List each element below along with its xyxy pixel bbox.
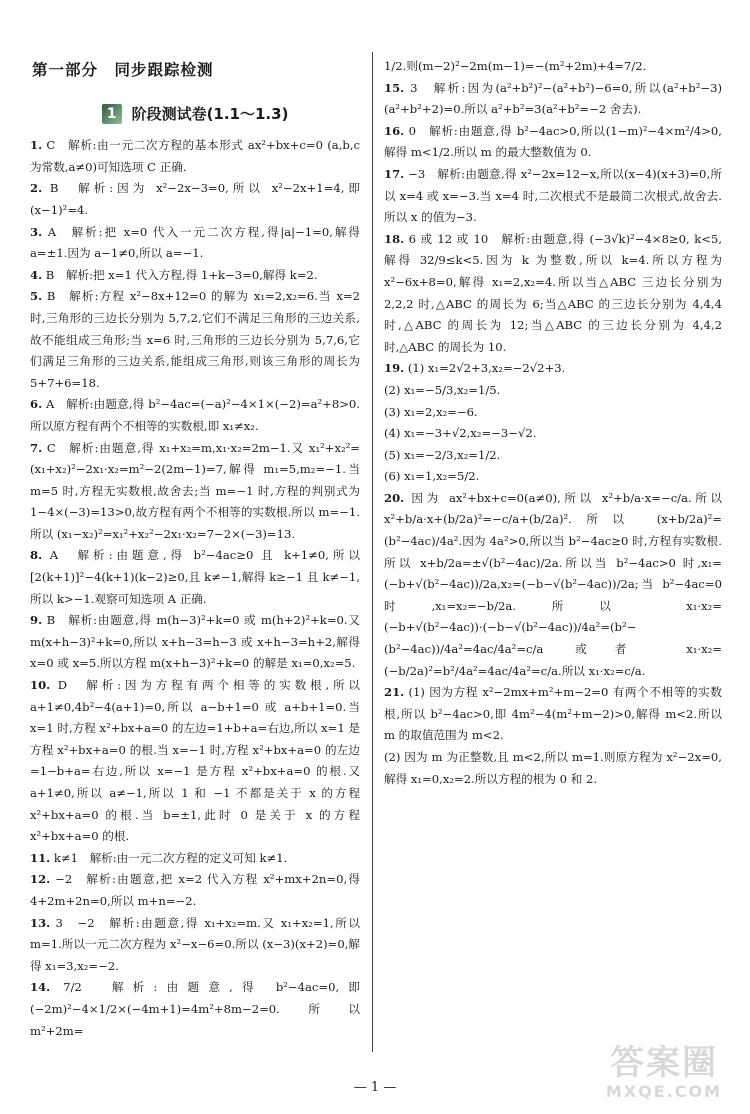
answer-text: B 解析:由题意,得 m(h−3)²+k=0 或 m(h+2)²+k=0.又 m(x+h−3)²+k=0,所以 x+h−3=h−3 或 x+h−3=h+2,解得 x=0 或 x=5.所以方程 m(x+h−3)²+k=0 的解是 x₁=0,x₂=5. <box>30 613 360 671</box>
answer-text: D 解析:因为方程有两个相等的实数根,所以 a+1≠0,4b²−4(a+1)=0,所以 a−b+1=0 或 a+b+1=0.当 x=1 时,方程 x²+bx+a=0 的左边=1+b+a=右边,所以 x=1 是方程 x²+bx+a=0 的根.当 x=−1 时,方程 x²+bx+a=0 的左边=1−b+a=右边,所以 x=−1 是方程 x²+bx+a=0 的根.又 a+1≠0,所以 a≠−1,所以 1 和 −1 不都是关于 x 的方程 x²+bx+a=0 的根.当 b=±1,此时 0 是关于 x 的方程 x²+bx+a=0 的根. <box>30 678 361 844</box>
answer-item <box>30 545 360 610</box>
answer-number: 7. <box>30 440 43 455</box>
answer-text: (2) 因为 m 为正整数,且 m<2,所以 m=1.则原方程为 x²−2x=0,解得 x₁=0,x₂=2.所以方程的根为 0 和 2. <box>384 750 722 786</box>
answer-text: A 解析:由题意,得 b²−4ac=(−a)²−4×1×(−2)=a²+8>0.所以原方程有两个不相等的实数根,即 x₁≠x₂. <box>30 397 360 433</box>
answer-item <box>384 488 722 682</box>
answer-number: 11. <box>30 850 51 865</box>
answer-number: 8. <box>30 548 43 563</box>
answer-number: 18. <box>384 231 405 246</box>
answer-number: 17. <box>384 166 405 181</box>
answer-list-left <box>30 135 360 1042</box>
answer-text: A 解析:由题意,得 b²−4ac≥0 且 k+1≠0,所以[2(k+1)]²−4(k+1)(k−2)≥0,且 k≠−1,解得 k≥−1 且 k≠−1,所以 k>−1.观察可知选项 A 正确. <box>30 548 360 606</box>
section-title: 阶段测试卷(1.1～1.3) <box>131 104 289 123</box>
answer-text: 6 或 12 或 10 解析:由题意,得 (−3√k)²−4×8≥0, k<5, 解得 32/9≤k<5.因为 k 为整数,所以 k=4.所以方程为 x²−6x+8=0,解得 x₁=2,x₂=4.所以当△ABC 三边长分别为 2,2,2 时,△ABC 的周长为 6;当△ABC 的三边长分别为 4,4,4 时,△ABC 的周长为 12;当△ABC 的三边长分别为 4,4,2 时,△ABC 的周长为 10. <box>384 231 723 354</box>
answer-text: B 解析:把 x=1 代入方程,得 1+k−3=0,解得 k=2. <box>45 267 318 282</box>
answer-text: −3 解析:由题意,得 x²−2x=12−x,所以(x−4)(x+3)=0,所以 x=4 或 x=−3.当 x=4 时,二次根式不是最简二次根式,故舍去.所以 x 的值为−3. <box>384 166 722 225</box>
answer-number: 3. <box>30 224 43 239</box>
answer-list-right <box>384 56 722 790</box>
answer-text: 因为 ax²+bx+c=0(a≠0),所以 x²+b/a·x=−c/a.所以 x²+b/a·x+(b/2a)²=−c/a+(b/2a)².所以 (x+b/2a)²=(b²−4ac)/4a².因为 4a²>0,所以当 b²−4ac≥0 时,方程有实数根.所以 x+b/2a=±√(b²−4ac)/2a.所以当 b²−4ac>0 时,x₁=(−b+√(b²−4ac))/2a,x₂=(−b−√(b²−4ac))/2a;当 b²−4ac=0 时,x₁=x₂=−b/2a.所以 x₁·x₂=(−b+√(b²−4ac))·(−b−√(b²−4ac))/4a²=(b²−(b²−4ac))/4a²=4ac/4a²=c/a 或者 x₁·x₂=(−b/2a)²=b²/4a²=4ac/4a²=c/a.所以 x₁·x₂=c/a. <box>384 490 722 678</box>
answer-text: (4) x₁=−3+√2,x₂=−3−√2. <box>384 426 537 441</box>
answer-item <box>384 466 722 488</box>
answer-item <box>30 222 360 265</box>
answer-number: 4. <box>30 267 43 282</box>
answer-text: A 解析:把 x=0 代入一元二次方程,得|a|−1=0,解得 a=±1.因为 a−1≠0,所以 a=−1. <box>30 224 361 261</box>
answer-text: C 解析:由题意,得 x₁+x₂=m,x₁·x₂=2m−1.又 x₁²+x₂²=(x₁+x₂)²−2x₁·x₂=m²−2(2m−1)=7,解得 m₁=5,m₂=−1.当 m=5 时,方程无实数根,故舍去;当 m=−1 时,方程的判别式为 1−4×(−3)=13>0,故方程有两个不相等的实数根.所以 m=−1.所以 (x₁−x₂)²=x₁²+x₂²−2x₁·x₂=7−2×(−3)=13. <box>30 440 361 541</box>
section-heading <box>30 104 360 126</box>
answer-text: B 解析:因为 x²−2x−3=0,所以 x²−2x+1=4,即 (x−1)²=4. <box>30 181 360 217</box>
answer-text: (5) x₁=−2/3,x₂=1/2. <box>384 447 501 462</box>
answer-item <box>384 402 722 424</box>
answer-number: 20. <box>384 490 405 505</box>
answer-number: 13. <box>30 915 51 930</box>
answer-item <box>384 121 722 164</box>
answer-text: 3 解析:因为(a²+b²)²−(a²+b²)−6=0,所以(a²+b²−3)(a²+b²+2)=0.所以 a²+b²=3(a²+b²=−2 舍去). <box>384 80 722 117</box>
answer-item <box>384 78 722 121</box>
answer-text: k≠1 解析:由一元二次方程的定义可知 k≠1. <box>53 850 288 865</box>
answer-item <box>30 848 360 870</box>
answer-item <box>384 229 722 359</box>
answer-text: (2) x₁=−5/3,x₂=1/5. <box>384 382 501 397</box>
page-number: — 1 — <box>353 1080 397 1095</box>
answer-item <box>384 380 722 402</box>
answer-number: 5. <box>30 289 43 304</box>
site-watermark <box>594 1044 734 1106</box>
answer-item <box>30 286 360 394</box>
answer-item <box>384 423 722 445</box>
answer-text: −2 解析:由题意,把 x=2 代入方程 x²+mx+2n=0,得 4+2m+2n=0,所以 m+n=−2. <box>30 872 361 908</box>
answer-text: C 解析:由一元二次方程的基本形式 ax²+bx+c=0 (a,b,c 为常数,a≠0)可知选项 C 正确. <box>30 138 360 174</box>
answer-item <box>384 445 722 467</box>
answer-number: 21. <box>384 685 405 700</box>
answer-item <box>30 913 360 978</box>
answer-text: (1) 因为方程 x²−2mx+m²+m−2=0 有两个不相等的实数根,所以 b²−4ac>0,即 4m²−4(m²+m−2)>0,解得 m<2.所以 m 的取值范围为 m<2. <box>384 685 722 743</box>
watermark-logo-text: 答案圈 <box>610 1043 718 1083</box>
watermark-url: MXQE.COM <box>605 1082 723 1101</box>
section-number-badge: 1 <box>102 104 122 124</box>
answer-item <box>384 682 722 747</box>
part-title: 第一部分 同步跟踪检测 <box>32 61 214 79</box>
left-column <box>30 56 360 1042</box>
answer-text: 7/2 解析:由题意,得 b²−4ac=0,即(−2m)²−4×1/2×(−4m+1)=4m²+8m−2=0.所以 m²+2m= <box>30 980 361 1038</box>
answer-item <box>30 675 360 848</box>
answer-number: 10. <box>30 678 51 693</box>
answer-number: 1. <box>30 138 43 153</box>
answer-text: (3) x₁=2,x₂=−6. <box>384 404 478 419</box>
answer-item <box>384 747 722 790</box>
answer-item <box>30 977 360 1042</box>
answer-item <box>30 135 360 178</box>
answer-number: 15. <box>384 80 405 95</box>
answer-number: 19. <box>384 361 405 376</box>
answer-item <box>30 394 360 437</box>
answer-item <box>384 164 722 229</box>
answer-number: 9. <box>30 613 43 628</box>
answer-item <box>30 869 360 912</box>
answer-item <box>30 178 360 221</box>
answer-item <box>384 56 722 78</box>
answer-text: 1/2.则(m−2)²−2m(m−1)=−(m²+2m)+4=7/2. <box>384 59 647 73</box>
answer-item <box>30 265 360 287</box>
answer-item <box>30 438 360 546</box>
answer-number: 2. <box>30 181 43 196</box>
answer-item <box>30 610 360 675</box>
answer-number: 16. <box>384 123 405 138</box>
answer-number: 12. <box>30 872 51 887</box>
answer-text: (1) x₁=2√2+3,x₂=−2√2+3. <box>407 361 566 376</box>
column-divider <box>372 52 373 1052</box>
right-column <box>384 56 722 790</box>
answer-text: 3 −2 解析:由题意,得 x₁+x₂=m.又 x₁+x₂=1,所以 m=1.所以一元二次方程为 x²−x−6=0.所以 (x−3)(x+2)=0,解得 x₁=3,x₂=−2. <box>30 915 360 973</box>
answer-number: 6. <box>30 397 43 412</box>
answer-text: 0 解析:由题意,得 b²−4ac>0,所以(1−m)²−4×m²/4>0,解得 m<1/2.所以 m 的最大整数值为 0. <box>384 123 722 160</box>
answer-number: 14. <box>30 980 51 995</box>
answer-text: (6) x₁=1,x₂=5/2. <box>384 469 480 484</box>
answer-text: B 解析:方程 x²−8x+12=0 的解为 x₁=2,x₂=6.当 x=2 时,三角形的三边长分别为 5,7,2,它们不满足三角形的三边关系,故不能组成三角形;当 x=6 时,三角形的三边长分别为 5,7,6,它们满足三角形的三边关系,能组成三角形,则该三角形的周长为 5+7+6=18. <box>30 289 361 390</box>
answer-item <box>384 358 722 380</box>
